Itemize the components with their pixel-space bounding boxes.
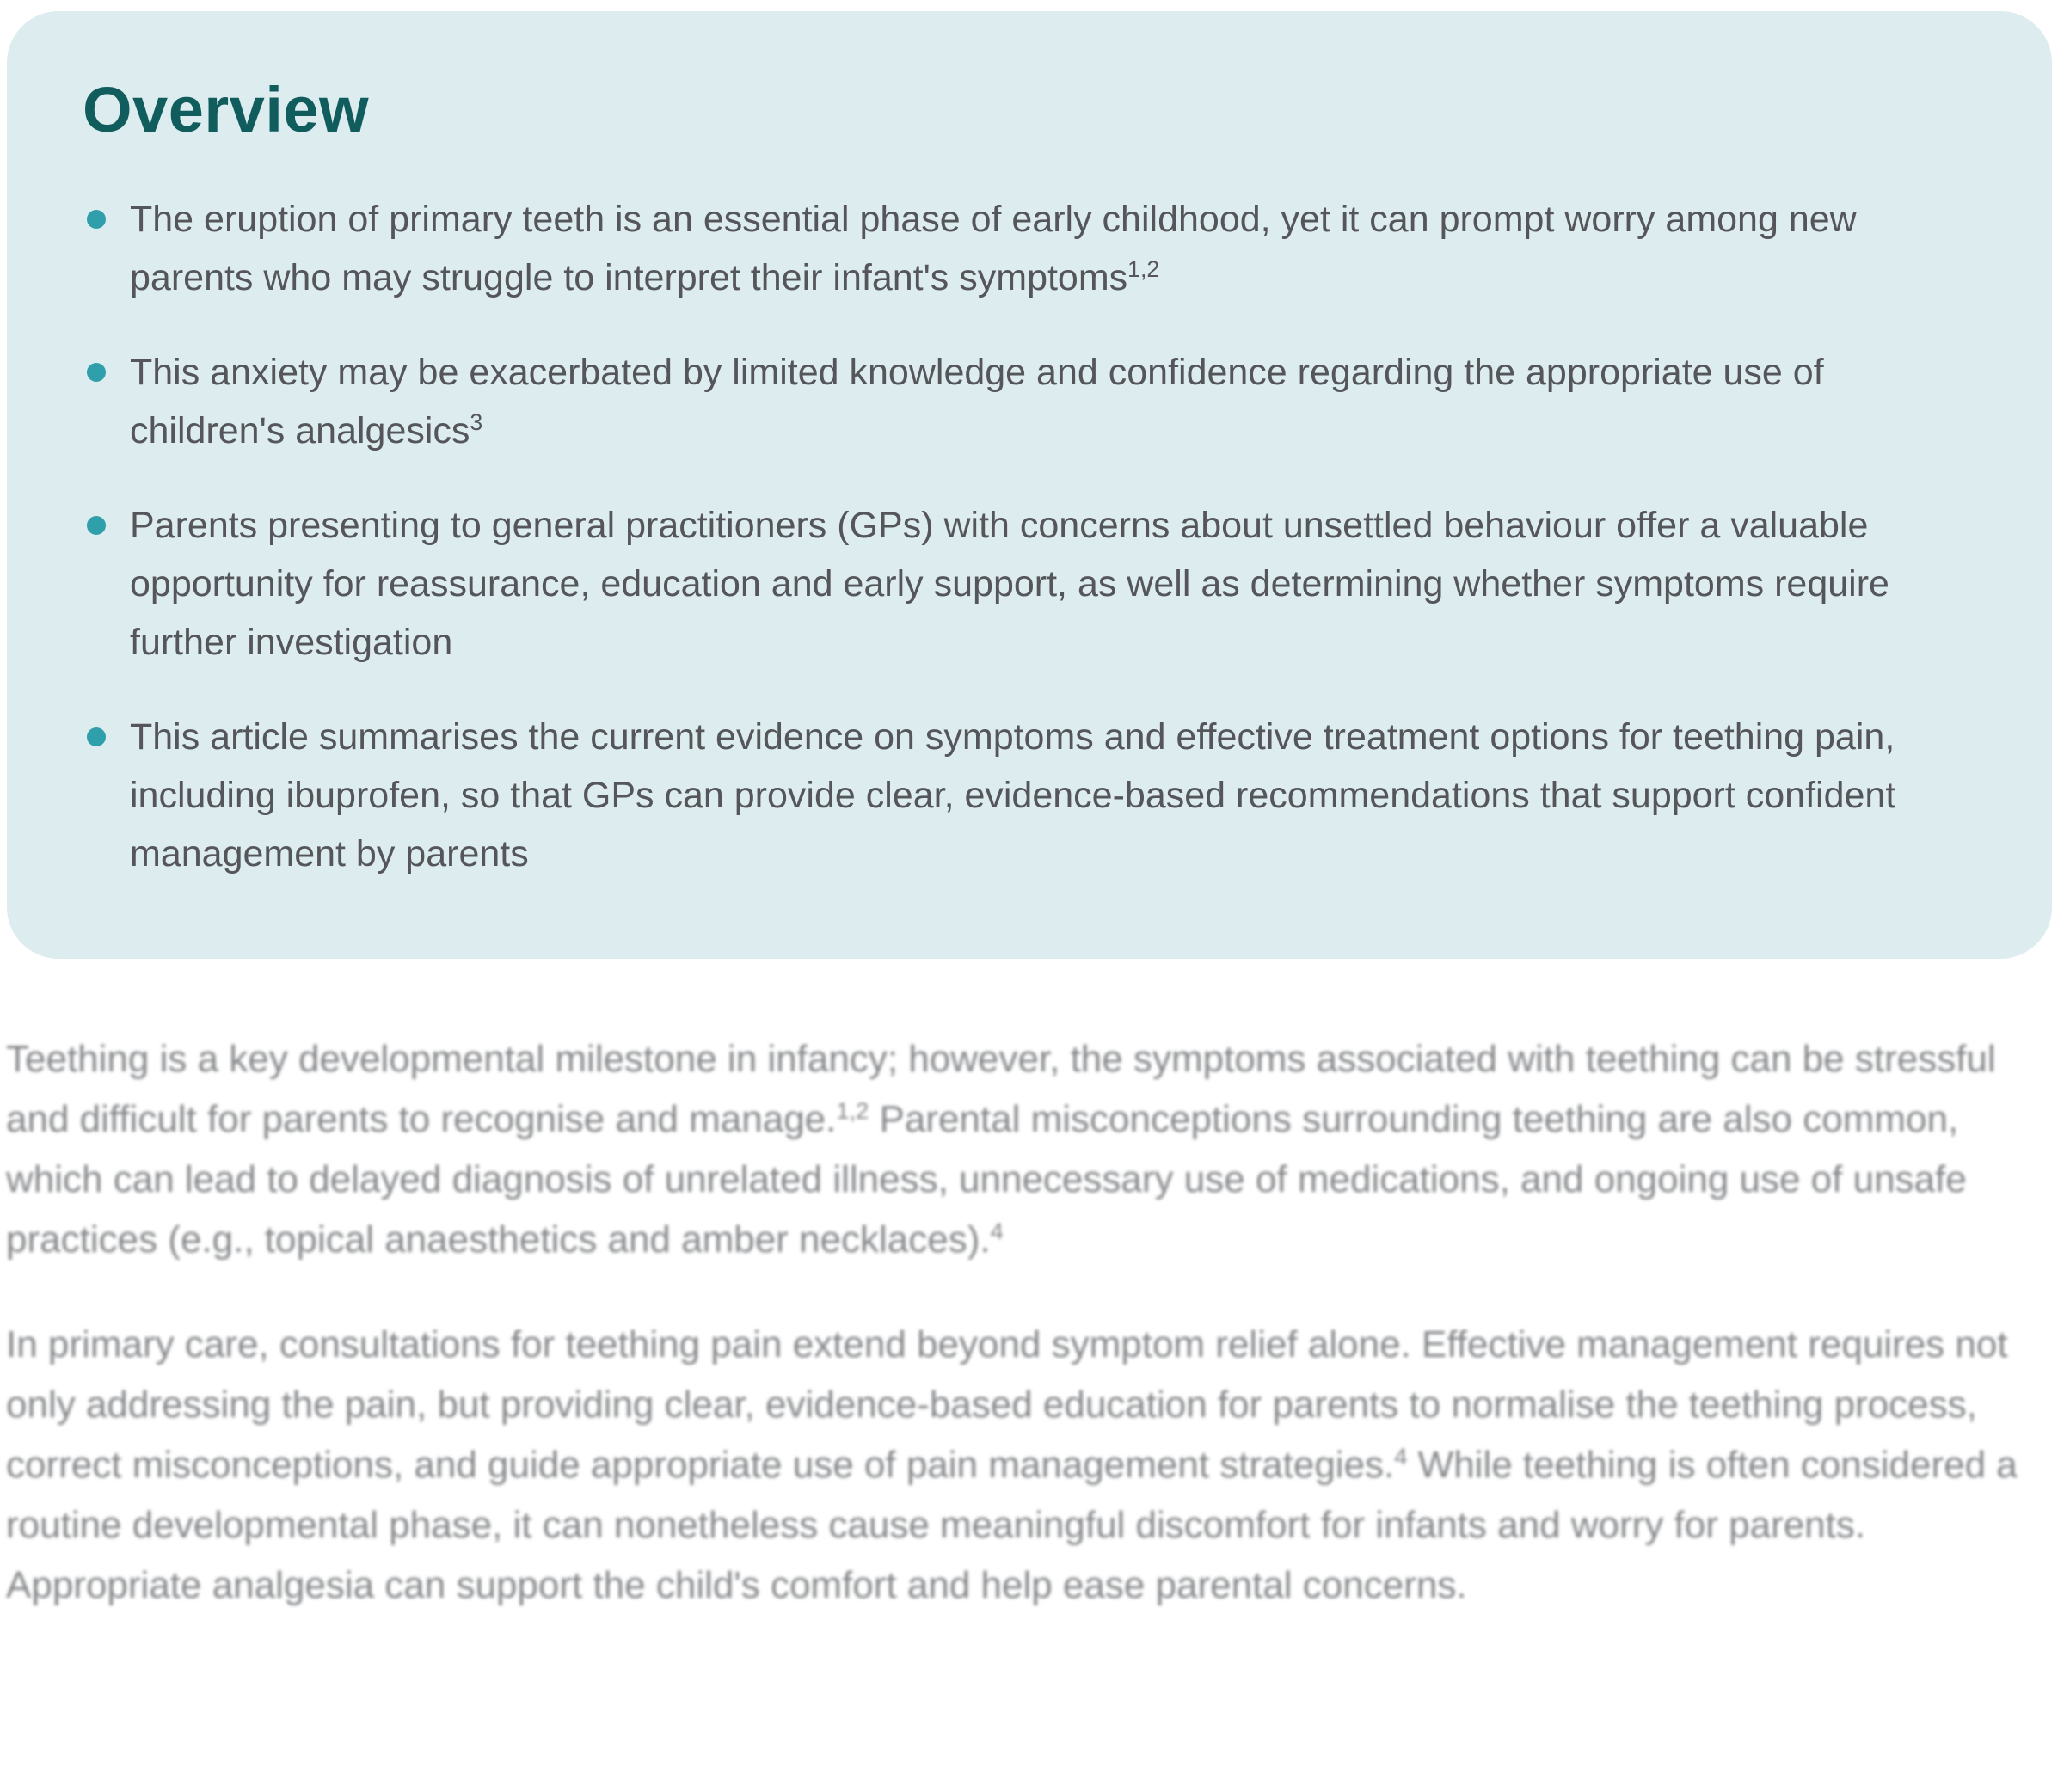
- text-run: This anxiety may be exacerbated by limited knowledge and confidence regarding the appropriate use of children's analgesics: [130, 352, 1824, 451]
- text-run: While teething is often considered a routine developmental phase, it can nonetheless cause meaningful discomfort for infants and worry for parents. Appropriate analgesia can support the child's comfort and help ease parental concerns.: [6, 1444, 2018, 1606]
- overview-bullet: [130, 496, 1975, 672]
- text-run: Parents presenting to general practitioners (GPs) with concerns about unsettled behaviour offer a valuable opportunity for reassurance, education and early support, as well as determining whether symptoms require further investigation: [130, 505, 1889, 663]
- text-run: The eruption of primary teeth is an essential phase of early childhood, yet it can prompt worry among new parents who may struggle to interpret their infant's symptoms: [130, 199, 1857, 298]
- reference-superscript: 4: [1394, 1443, 1408, 1470]
- reference-superscript: 1,2: [1127, 256, 1160, 283]
- body-paragraph: [6, 1029, 2055, 1270]
- text-run: Teething is a key developmental milestone in infancy; however, the symptoms associated with teething can be stressful and difficult for parents to recognise and manage.: [6, 1038, 1996, 1140]
- overview-bullet-list: [83, 190, 1975, 883]
- overview-bullet: [130, 190, 1975, 307]
- reference-superscript: 4: [990, 1218, 1004, 1244]
- overview-bullet: [130, 708, 1975, 883]
- article-page: [0, 11, 2064, 1792]
- reference-superscript: 1,2: [836, 1097, 869, 1124]
- reference-superscript: 3: [470, 409, 483, 436]
- text-run: In primary care, consultations for teething pain extend beyond symptom relief alone. Effective management requires not only addressing the pain, but providing clear, evidence-based education for parents to normalise the teething process, correct misconceptions, and guide appropriate use of pain management strategies.: [6, 1323, 2008, 1486]
- overview-bullet: [130, 343, 1975, 460]
- article-body: [6, 1029, 2055, 1616]
- overview-title: Overview: [83, 74, 370, 145]
- overview-box: [7, 11, 2052, 959]
- text-run: This article summarises the current evidence on symptoms and effective treatment options for teething pain, including ibuprofen, so that GPs can provide clear, evidence-based recommendations that support confident management by parents: [130, 716, 1896, 875]
- body-paragraph: [6, 1315, 2055, 1616]
- text-run: Parental misconceptions surrounding teething are also common, which can lead to delayed diagnosis of unrelated illness, unnecessary use of medications, and ongoing use of unsafe practices (e.g., topical anaesthetics and amber necklaces).: [6, 1098, 1967, 1261]
